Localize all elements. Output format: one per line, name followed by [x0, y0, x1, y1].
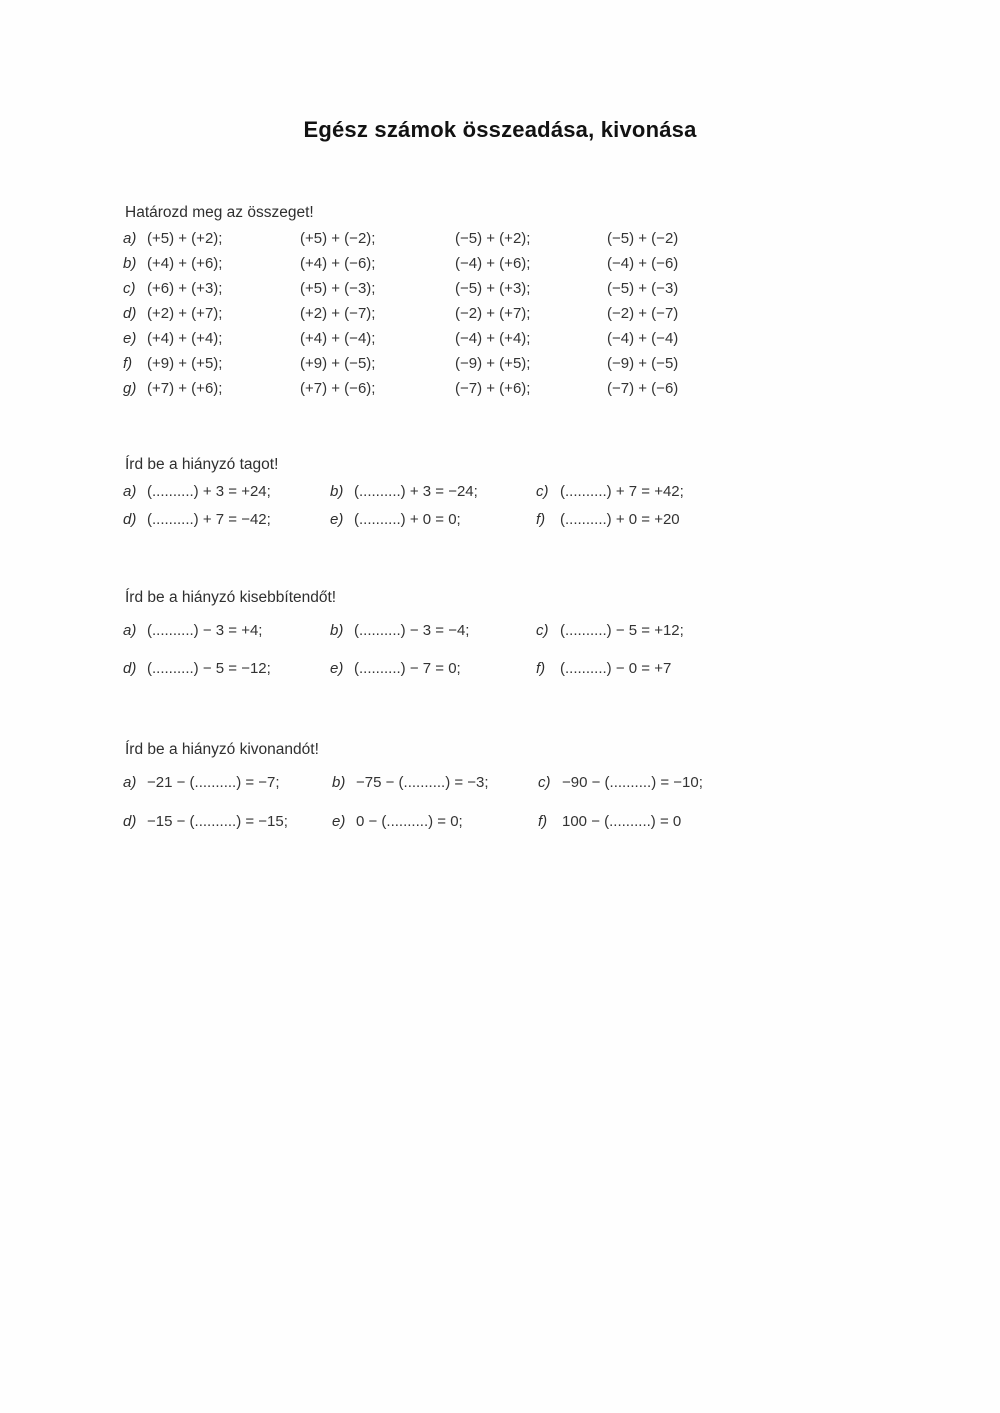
- exercise-expression: −90 − (..........) = −10;: [562, 774, 703, 791]
- exercise-expression: −75 − (..........) = −3;: [356, 774, 489, 791]
- exercise-expression: (..........) − 3 = +4;: [147, 622, 263, 639]
- exercise-letter: a): [123, 483, 137, 500]
- exercise-expression: (−5) + (+2);: [455, 230, 531, 247]
- exercise-letter: b): [330, 483, 344, 500]
- exercise-expression: (+7) + (−6);: [300, 380, 376, 397]
- exercise-letter: f): [538, 813, 548, 830]
- exercise-expression: (−7) + (−6): [607, 380, 679, 397]
- exercise-expression: (+4) + (+4);: [147, 330, 223, 347]
- exercise-expression: (−2) + (−7): [607, 305, 679, 322]
- exercise-letter: f): [536, 660, 546, 677]
- exercise-letter: e): [330, 511, 344, 528]
- exercise-letter: a): [123, 622, 137, 639]
- exercise-letter: f): [123, 355, 133, 372]
- section-missing-minuend-exercises: [123, 612, 684, 688]
- exercise-expression: (−5) + (+3);: [455, 280, 531, 297]
- exercise-expression: (+2) + (−7);: [300, 305, 376, 322]
- exercise-letter: f): [536, 511, 546, 528]
- exercise-expression: (+5) + (−2);: [300, 230, 376, 247]
- exercise-letter: d): [123, 511, 137, 528]
- section-sums-exercises: [123, 226, 678, 401]
- exercise-expression: 100 − (..........) = 0: [562, 813, 682, 830]
- section-missing-term-header: Írd be a hiányzó tagot!: [125, 456, 279, 473]
- exercise-expression: 0 − (..........) = 0;: [356, 813, 463, 830]
- exercise-expression: (+4) + (−4);: [300, 330, 376, 347]
- exercise-letter: a): [123, 774, 137, 791]
- exercise-expression: (−2) + (+7);: [455, 305, 531, 322]
- exercise-expression: (+6) + (+3);: [147, 280, 223, 297]
- exercise-letter: b): [330, 622, 344, 639]
- exercise-expression: (+4) + (−6);: [300, 255, 376, 272]
- exercise-letter: d): [123, 660, 137, 677]
- exercise-expression: (−9) + (−5): [607, 355, 679, 372]
- exercise-letter: c): [538, 774, 551, 791]
- exercise-expression: (..........) + 7 = +42;: [560, 483, 684, 500]
- exercise-expression: (+5) + (−3);: [300, 280, 376, 297]
- worksheet-title: Egész számok összeadása, kivonása: [303, 117, 697, 142]
- exercise-expression: (..........) − 0 = +7: [560, 660, 672, 677]
- section-sums-header: Határozd meg az összeget!: [125, 204, 314, 221]
- exercise-letter: a): [123, 230, 137, 247]
- exercise-expression: −21 − (..........) = −7;: [147, 774, 280, 791]
- exercise-expression: (..........) − 7 = 0;: [354, 660, 461, 677]
- exercise-letter: c): [536, 622, 549, 639]
- exercise-expression: −15 − (..........) = −15;: [147, 813, 288, 830]
- exercise-expression: (..........) − 3 = −4;: [354, 622, 470, 639]
- section-missing-subtrahend-exercises: [123, 763, 703, 841]
- exercise-expression: (−4) + (−4): [607, 330, 679, 347]
- exercise-expression: (..........) + 7 = −42;: [147, 511, 271, 528]
- exercise-letter: b): [332, 774, 346, 791]
- section-missing-minuend-header: Írd be a hiányzó kisebbítendőt!: [125, 589, 337, 606]
- exercise-expression: (..........) + 0 = 0;: [354, 511, 461, 528]
- exercise-letter: d): [123, 813, 137, 830]
- exercise-expression: (+9) + (+5);: [147, 355, 223, 372]
- section-missing-term-exercises: [123, 478, 684, 534]
- exercise-expression: (..........) − 5 = +12;: [560, 622, 684, 639]
- exercise-expression: (−5) + (−3): [607, 280, 679, 297]
- exercise-expression: (+2) + (+7);: [147, 305, 223, 322]
- exercise-letter: g): [123, 380, 137, 397]
- exercise-expression: (..........) + 3 = +24;: [147, 483, 271, 500]
- exercise-expression: (+4) + (+6);: [147, 255, 223, 272]
- exercise-expression: (−7) + (+6);: [455, 380, 531, 397]
- exercise-expression: (..........) + 3 = −24;: [354, 483, 478, 500]
- exercise-letter: b): [123, 255, 137, 272]
- exercise-expression: (−4) + (+6);: [455, 255, 531, 272]
- exercise-expression: (+9) + (−5);: [300, 355, 376, 372]
- exercise-expression: (..........) − 5 = −12;: [147, 660, 271, 677]
- exercise-letter: e): [332, 813, 346, 830]
- section-missing-subtrahend-header: Írd be a hiányzó kivonandót!: [125, 741, 319, 758]
- exercise-expression: (−9) + (+5);: [455, 355, 531, 372]
- exercise-expression: (−5) + (−2): [607, 230, 679, 247]
- exercise-letter: e): [330, 660, 344, 677]
- exercise-letter: e): [123, 330, 137, 347]
- exercise-expression: (−4) + (−6): [607, 255, 679, 272]
- exercise-expression: (..........) + 0 = +20: [560, 511, 680, 528]
- exercise-letter: c): [536, 483, 549, 500]
- exercise-letter: d): [123, 305, 137, 322]
- exercise-expression: (+5) + (+2);: [147, 230, 223, 247]
- exercise-expression: (−4) + (+4);: [455, 330, 531, 347]
- exercise-letter: c): [123, 280, 136, 297]
- exercise-expression: (+7) + (+6);: [147, 380, 223, 397]
